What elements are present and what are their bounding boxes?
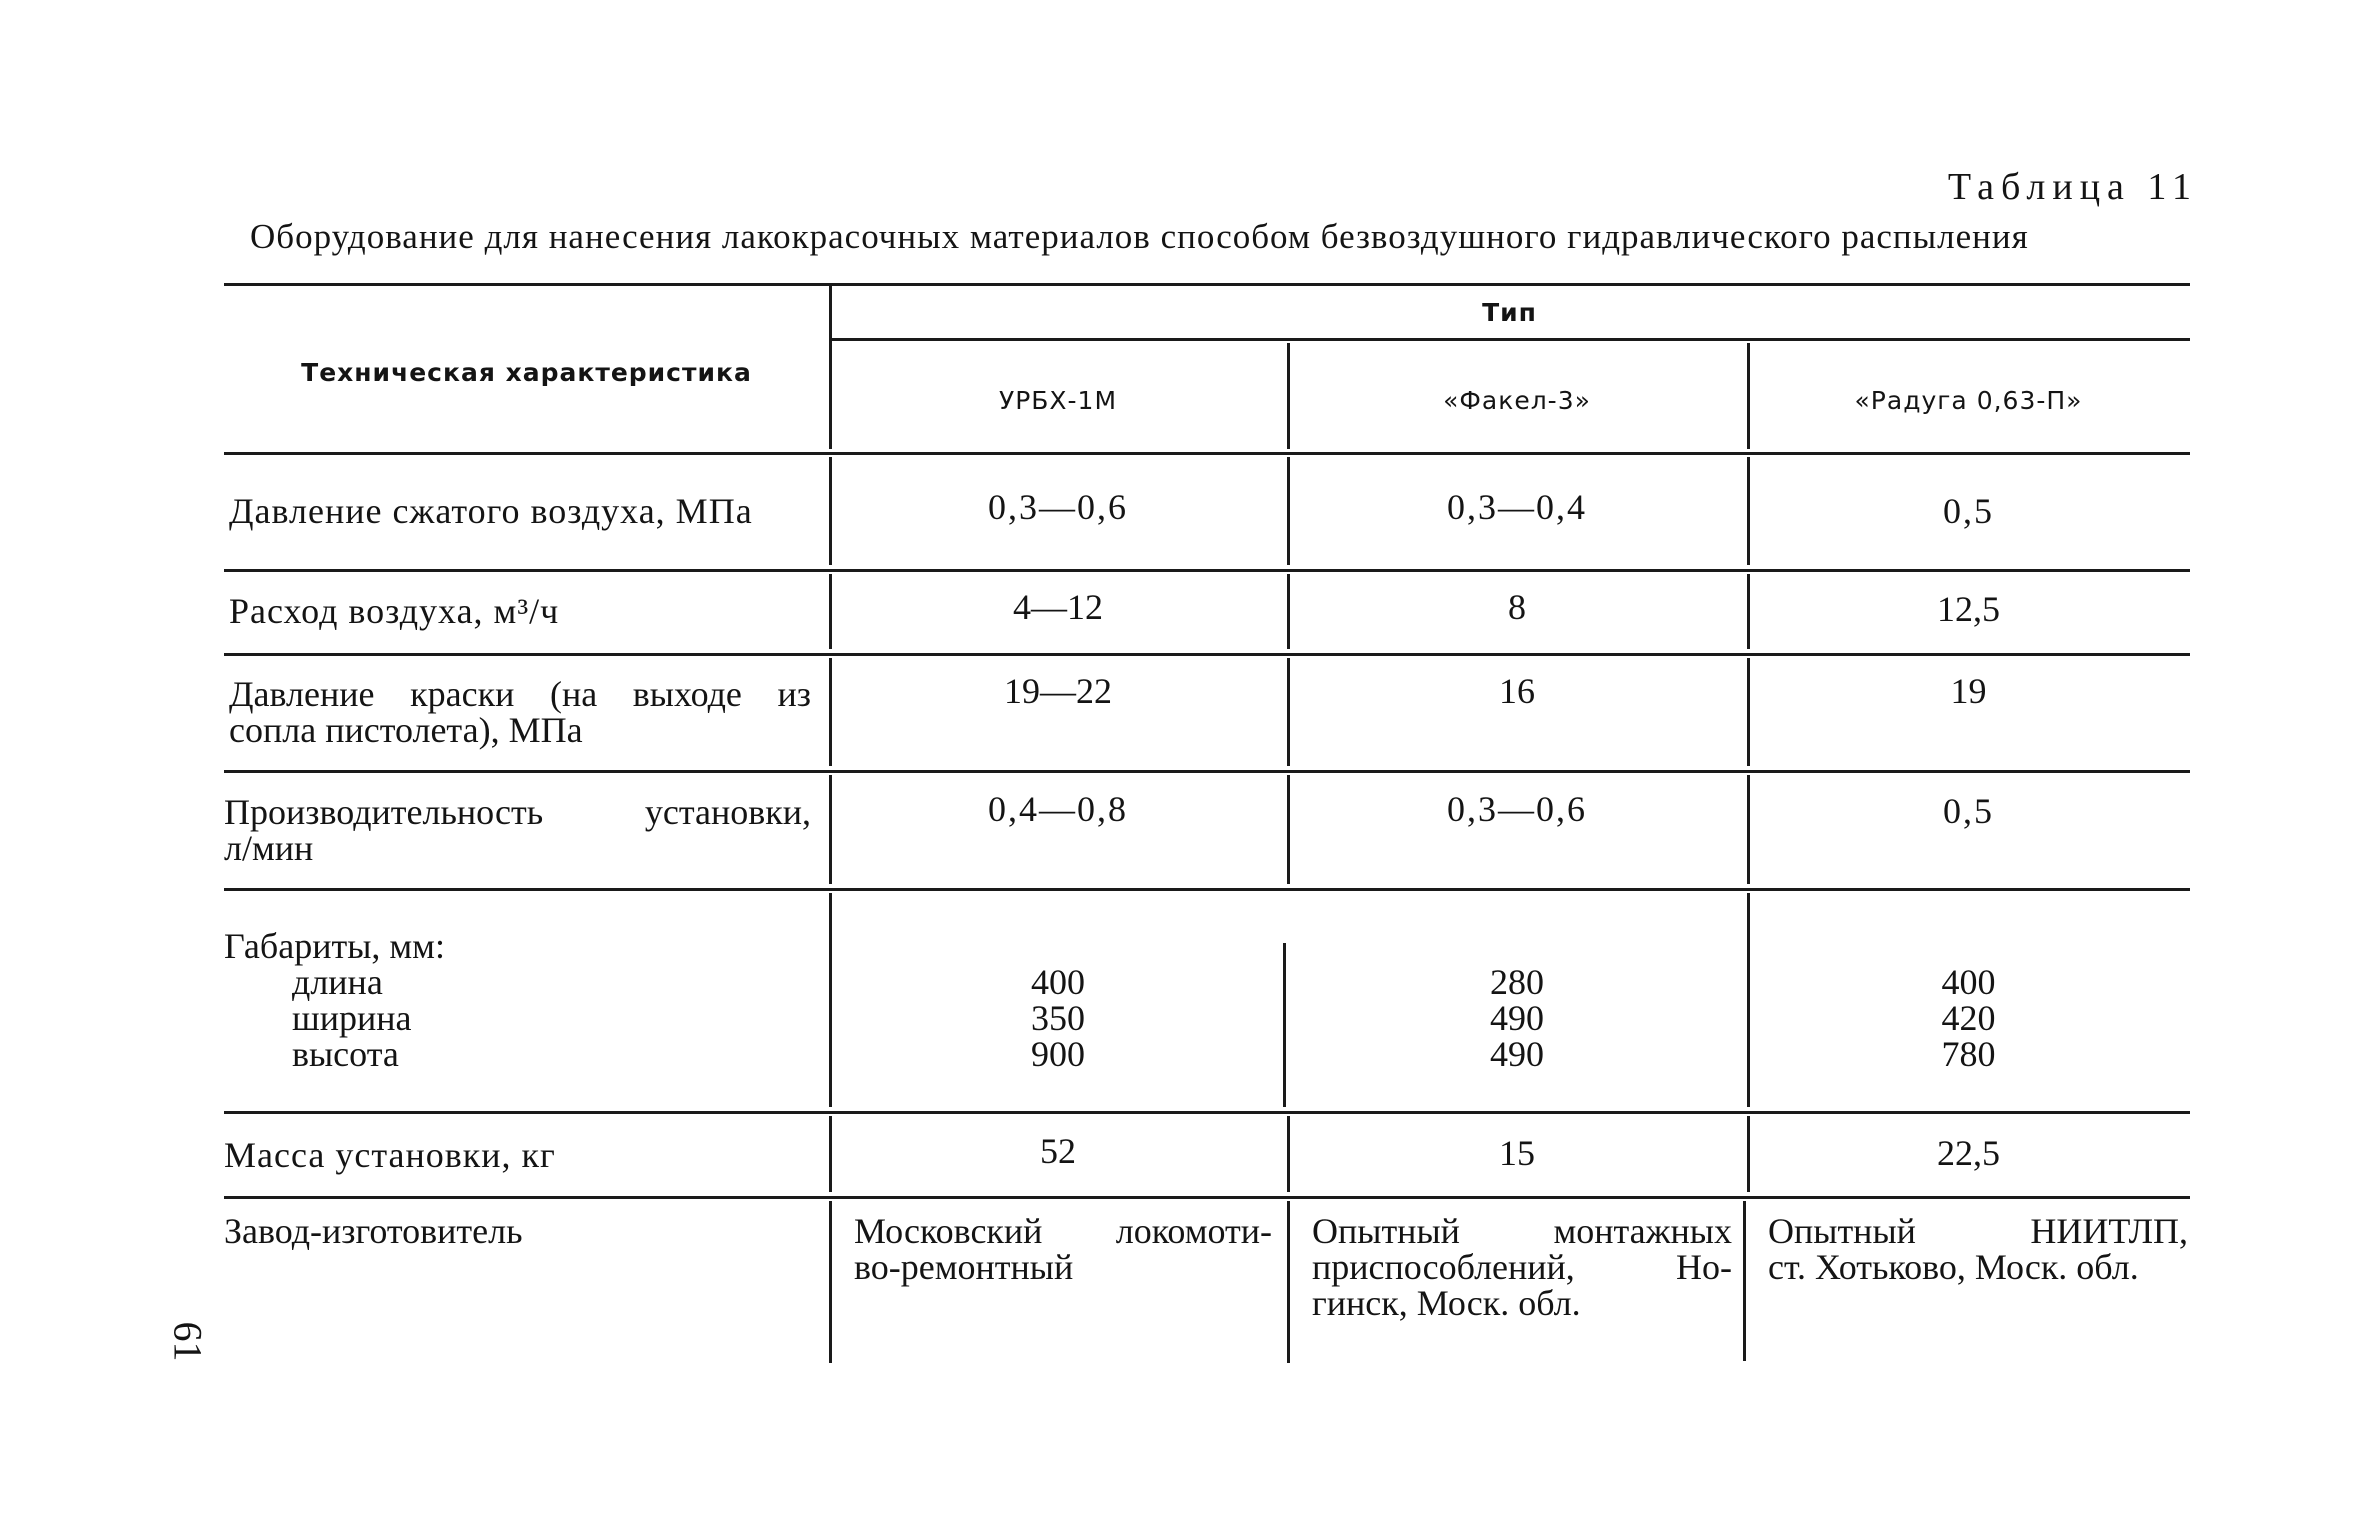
sub-label-width: ширина [292, 998, 412, 1038]
vrule-3 [1743, 1201, 1746, 1361]
page-number: 61 [165, 1321, 211, 1362]
cell-raduga-productivity: 0,5 [1943, 791, 1994, 831]
header-col-fakel: «Факел-3» [1443, 386, 1591, 415]
row-label-productivity-line2: л/мин [224, 828, 314, 868]
cell-fakel-manufacturer-line3: гинск, Моск. обл. [1312, 1283, 1581, 1323]
table-caption: Оборудование для нанесения лакокрасочных материалов способом безвоздушного гидравлического распыления [250, 217, 2029, 256]
rule-type-group [829, 338, 2190, 341]
cell-fakel-air-pressure: 0,3—0,4 [1447, 487, 1587, 527]
cell-fakel-height: 490 [1490, 1034, 1544, 1074]
row-label-manufacturer: Завод-изготовитель [224, 1211, 523, 1251]
vrule-2 [1287, 1201, 1290, 1363]
rule-row-4 [224, 888, 2190, 891]
cell-fakel-manufacturer-line2: приспособлений, Но- [1312, 1247, 1732, 1287]
cell-fakel-manufacturer-line1: Опытный монтажных [1312, 1211, 1732, 1251]
cell-fakel-mass: 15 [1499, 1133, 1535, 1173]
rule-row-2 [224, 653, 2190, 656]
vrule-3 [1747, 775, 1750, 884]
rule-header-bottom [224, 452, 2190, 455]
sub-label-height: высота [292, 1034, 399, 1074]
vrule-1 [829, 1201, 832, 1363]
cell-urbh-mass: 52 [1040, 1131, 1076, 1171]
cell-urbh-paint-pressure: 19—22 [1004, 671, 1112, 711]
row-label-paint-pressure-line2: сопла пистолета), МПа [229, 710, 583, 750]
cell-raduga-width: 420 [1941, 998, 1996, 1038]
cell-raduga-air-pressure: 0,5 [1943, 491, 1994, 531]
cell-fakel-productivity: 0,3—0,6 [1447, 789, 1587, 829]
rule-row-1 [224, 569, 2190, 572]
row-label-productivity-line1: Производительность установки, [224, 792, 811, 832]
cell-raduga-manufacturer-line1: Опытный НИИТЛП, [1768, 1211, 2188, 1251]
cell-urbh-productivity: 0,4—0,8 [988, 789, 1128, 829]
row-label-air-flow: Расход воздуха, м³/ч [229, 591, 560, 631]
cell-fakel-paint-pressure: 16 [1499, 671, 1535, 711]
cell-raduga-paint-pressure: 19 [1950, 671, 1987, 711]
cell-raduga-manufacturer-line2: ст. Хотьково, Моск. обл. [1768, 1247, 2139, 1287]
header-characteristic: Техническая характеристика [301, 358, 752, 387]
header-type-group: Тип [1482, 298, 1537, 327]
row-label-paint-pressure-line1: Давление краски (на выходе из [229, 674, 811, 714]
cell-fakel-length: 280 [1490, 962, 1544, 1002]
cell-urbh-height: 900 [1031, 1034, 1085, 1074]
cell-urbh-width: 350 [1031, 998, 1085, 1038]
row-label-mass: Масса установки, кг [224, 1135, 556, 1175]
rule-row-5 [224, 1111, 2190, 1114]
row-label-air-pressure: Давление сжатого воздуха, МПа [229, 491, 753, 531]
cell-urbh-manufacturer-line1: Московский локомоти- [854, 1211, 1272, 1251]
cell-fakel-air-flow: 8 [1508, 587, 1526, 627]
cell-raduga-length: 400 [1941, 962, 1996, 1002]
cell-raduga-height: 780 [1941, 1034, 1996, 1074]
cell-urbh-manufacturer-line2: во-ремонтный [854, 1247, 1074, 1287]
cell-raduga-mass: 22,5 [1937, 1133, 2000, 1173]
equipment-table [224, 283, 2190, 1363]
rule-row-3 [224, 770, 2190, 773]
row-label-dimensions: Габариты, мм: [224, 926, 445, 966]
cell-urbh-air-flow: 4—12 [1013, 587, 1103, 627]
cell-urbh-length: 400 [1031, 962, 1085, 1002]
sub-label-length: длина [292, 962, 383, 1002]
cell-raduga-air-flow: 12,5 [1937, 589, 2000, 629]
rule-row-6 [224, 1196, 2190, 1199]
cell-fakel-width: 490 [1490, 998, 1544, 1038]
header-col-raduga: «Радуга 0,63-П» [1854, 386, 2083, 415]
cell-urbh-air-pressure: 0,3—0,6 [988, 487, 1128, 527]
header-col-urbh: УРБХ-1М [998, 386, 1118, 415]
table-number: Таблица 11 [1947, 166, 2198, 208]
rule-top [224, 283, 2190, 286]
